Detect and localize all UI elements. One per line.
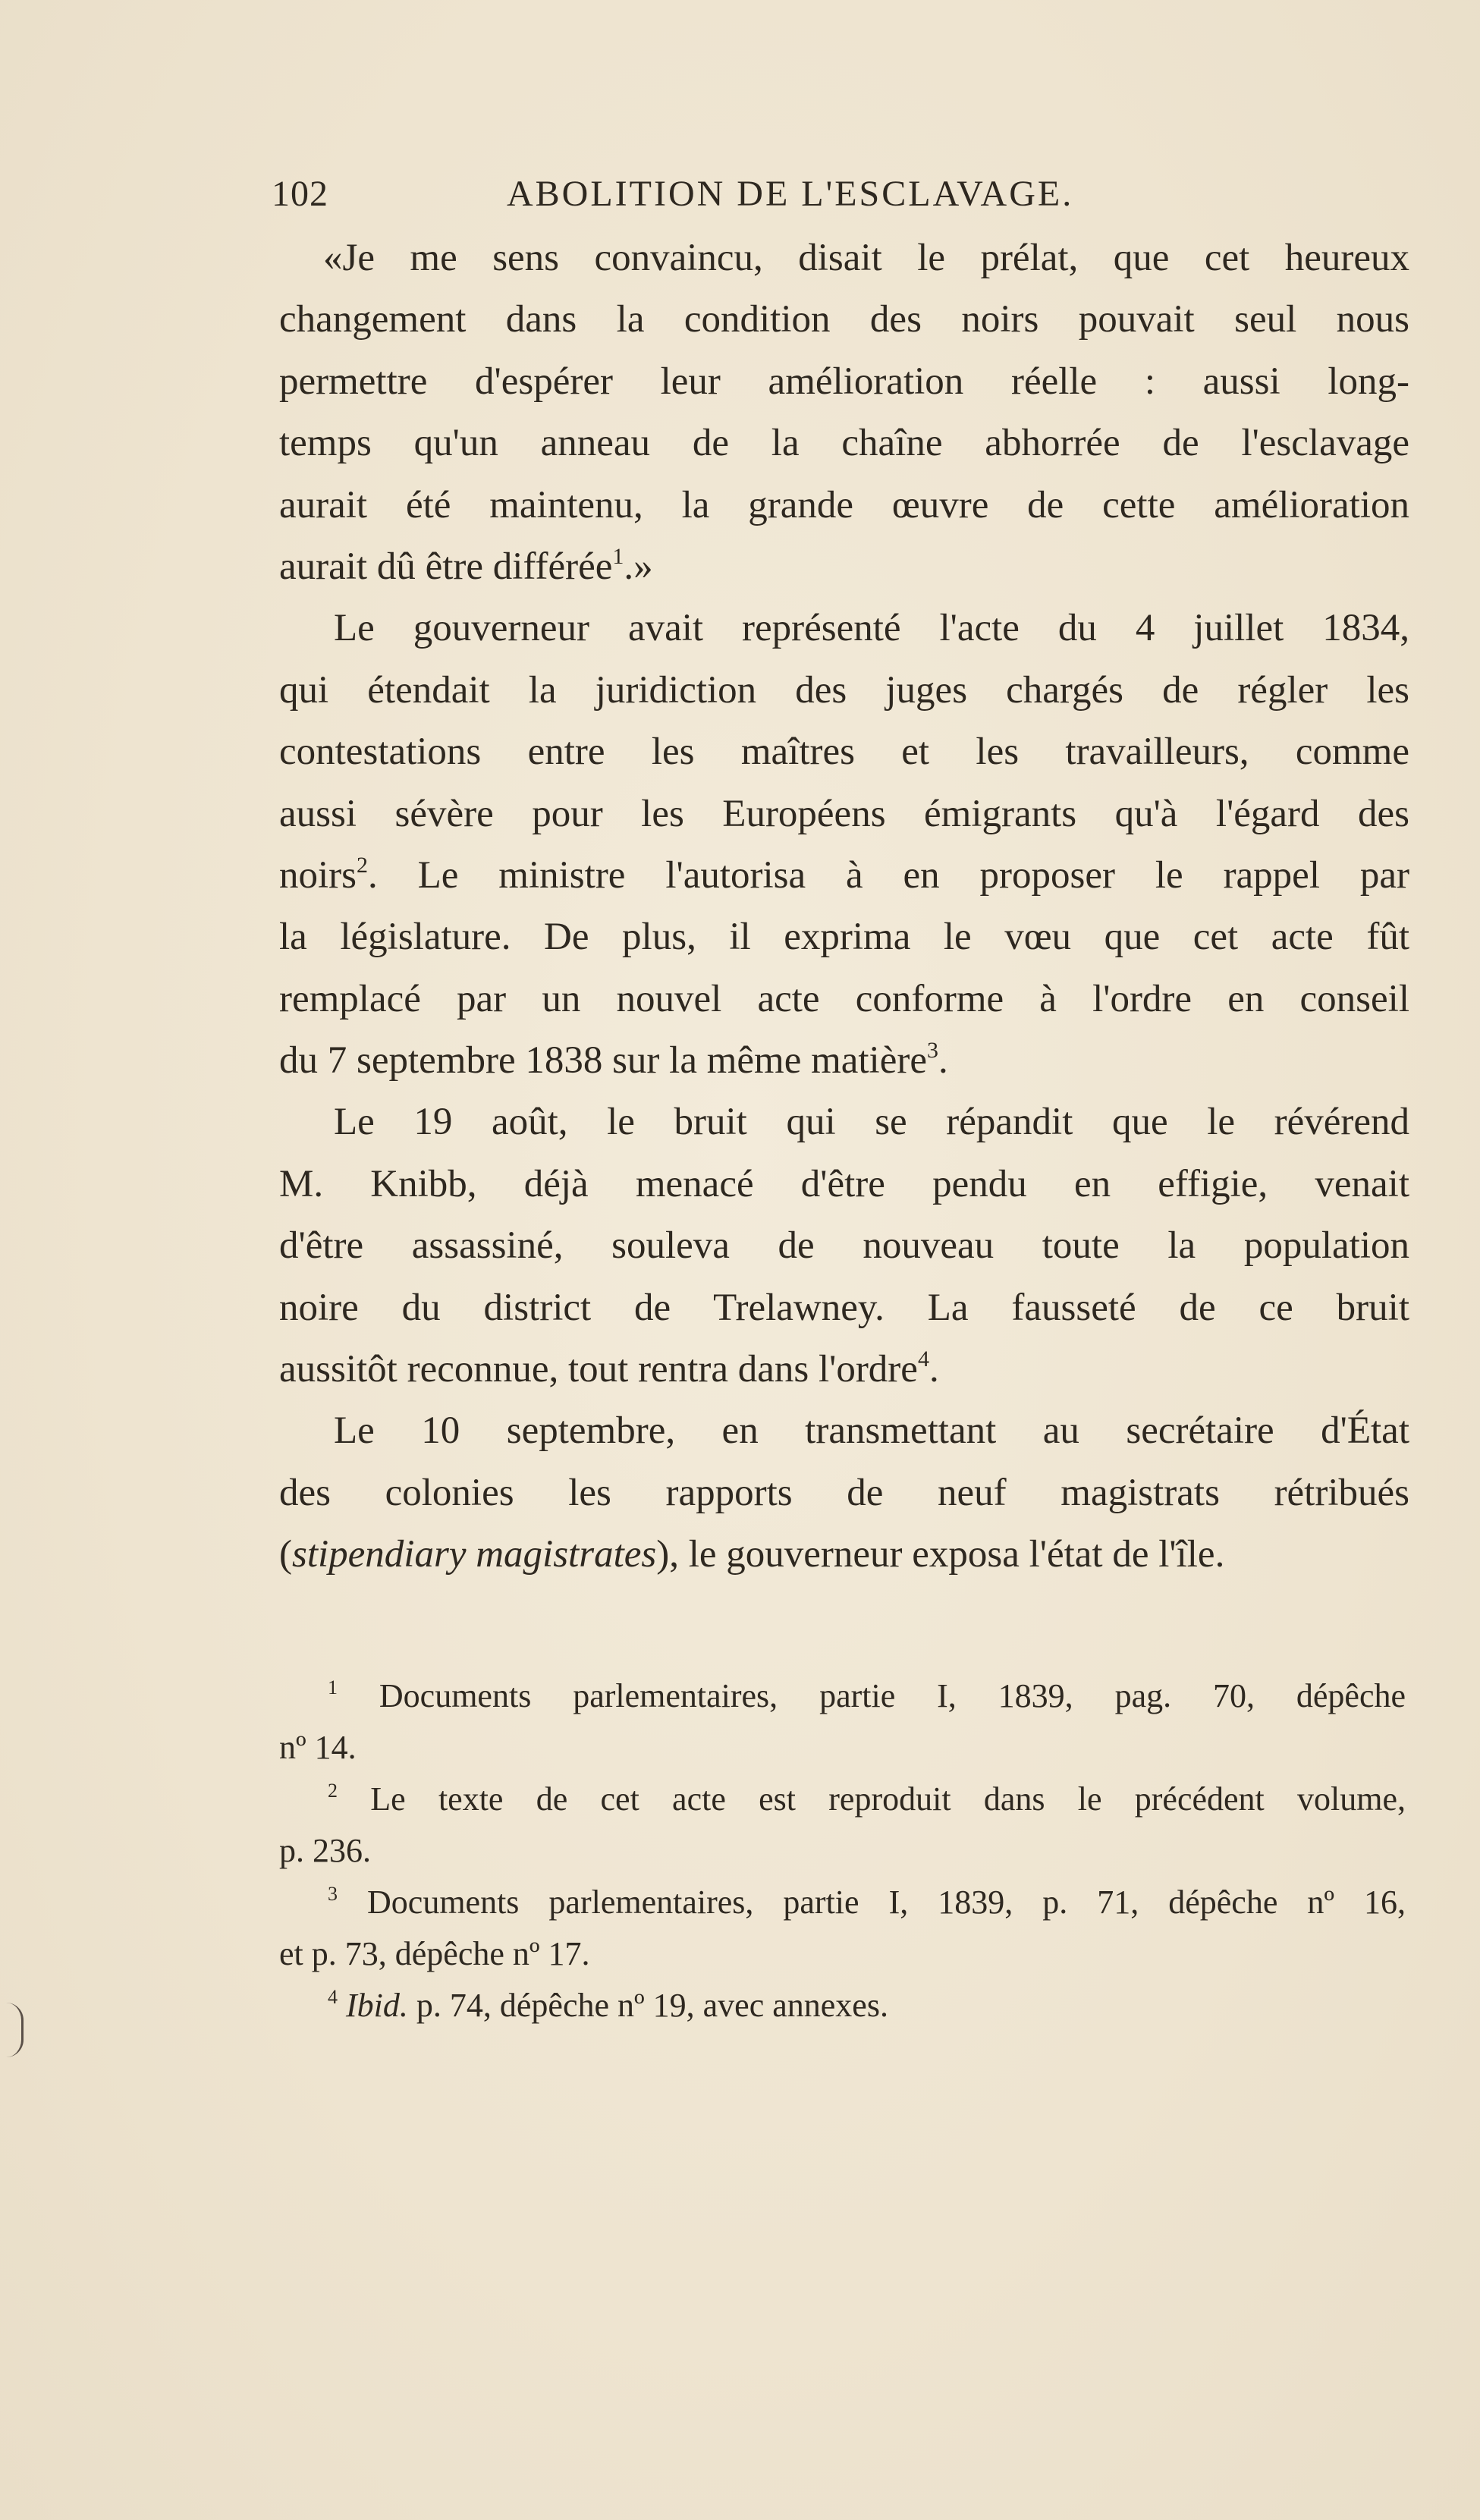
text-line: permettre d'espérer leur amélioration réelle : aussi long- xyxy=(279,360,1409,403)
running-title: ABOLITION DE L'ESCLAVAGE. xyxy=(507,174,1074,214)
footnote xyxy=(279,1774,1406,1877)
footnote-mark: 3 xyxy=(328,1883,338,1905)
footnotes xyxy=(279,1670,1406,2031)
text-line: remplacé par un nouvel acte conforme à l'ordre en conseil xyxy=(279,977,1409,1020)
footnote-line: nº 14. xyxy=(279,1729,357,1766)
footnote-line: $^3$ Documents parlementaires, partie I, 1839, p. 71, dépêche nº 16, xyxy=(328,1883,1406,1921)
italic-term: Ibid. xyxy=(346,1987,408,2024)
italic-term: stipendiary magistrates xyxy=(291,1533,657,1576)
paragraph xyxy=(279,228,1409,598)
text-line: aussi sévère pour les Européens émigrants qu'à l'égard des xyxy=(279,792,1409,835)
footnote-line: $^2$ Le texte de cet acte est reproduit dans le précédent volume, xyxy=(328,1780,1406,1818)
paragraph xyxy=(279,1400,1409,1585)
footnote-line: p. 236. xyxy=(279,1832,371,1869)
text-line: M. Knibb, déjà menacé d'être pendu en effigie, venait xyxy=(279,1162,1409,1205)
text-line: Le 10 septembre, en transmettant au secrétaire d'État xyxy=(334,1409,1409,1453)
text-line: qui étendait la juridiction des juges chargés de régler les xyxy=(279,668,1409,712)
paragraph xyxy=(279,1092,1409,1400)
footnote-mark: 4 xyxy=(328,1986,338,2008)
body-text xyxy=(279,228,1409,1586)
text-line: aurait dû être différée$^1$.» xyxy=(279,543,653,588)
footnote xyxy=(279,1877,1406,1980)
text-line: aurait été maintenu, la grande œuvre de cette amélioration xyxy=(279,483,1409,526)
text-line: «Je me sens convaincu, disait le prélat, que cet heureux xyxy=(323,237,1409,279)
footnote xyxy=(279,1670,1406,1774)
text-line: aussitôt reconnue, tout rentra dans l'ordre$^4$. xyxy=(279,1346,939,1391)
footnote-mark: 1 xyxy=(328,1676,338,1698)
footnote xyxy=(279,1980,1406,2031)
footnote-reference: 1 xyxy=(612,543,624,569)
margin-bracket-mark xyxy=(6,2003,24,2057)
text-line: Le gouverneur avait représenté l'acte du 4 juillet 1834, xyxy=(334,607,1409,650)
paragraph xyxy=(279,598,1409,1092)
footnote-reference: 2 xyxy=(357,852,368,878)
footnote-reference: 3 xyxy=(926,1038,938,1064)
footnote-mark: 2 xyxy=(328,1780,338,1802)
text-line: d'être assassiné, souleva de nouveau toute la population xyxy=(279,1224,1409,1268)
text-line: des colonies les rapports de neuf magistrats rétribués xyxy=(279,1471,1409,1514)
text-line: Le 19 août, le bruit qui se répandit que le révérend xyxy=(334,1101,1409,1144)
text-line: du 7 septembre 1838 sur la même matière$^3$. xyxy=(279,1038,948,1082)
footnote-reference: 4 xyxy=(917,1346,929,1372)
text-line: contestations entre les maîtres et les travailleurs, comme xyxy=(279,731,1409,774)
text-line: la législature. De plus, il exprima le vœu que cet acte fût xyxy=(279,916,1409,959)
text-line: (stipendiary magistrates), le gouverneur exposa l'état de l'île. xyxy=(279,1533,1225,1576)
footnote-line: $^1$ Documents parlementaires, partie I, 1839, pag. 70, dépêche xyxy=(328,1676,1406,1714)
text-line: noirs$^2$. Le ministre l'autorisa à en proposer le rappel par xyxy=(279,852,1409,897)
text-line: temps qu'un anneau de la chaîne abhorrée de l'esclavage xyxy=(279,422,1409,465)
running-header xyxy=(272,173,1258,226)
text-line: noire du district de Trelawney. La fausseté de ce bruit xyxy=(279,1286,1409,1329)
page-number: 102 xyxy=(272,174,328,214)
footnote-line: $^4$ Ibid. p. 74, dépêche nº 19, avec annexes. xyxy=(328,1986,888,2024)
footnote-line: et p. 73, dépêche nº 17. xyxy=(279,1935,590,1972)
text-line: changement dans la condition des noirs pouvait seul nous xyxy=(279,298,1409,341)
